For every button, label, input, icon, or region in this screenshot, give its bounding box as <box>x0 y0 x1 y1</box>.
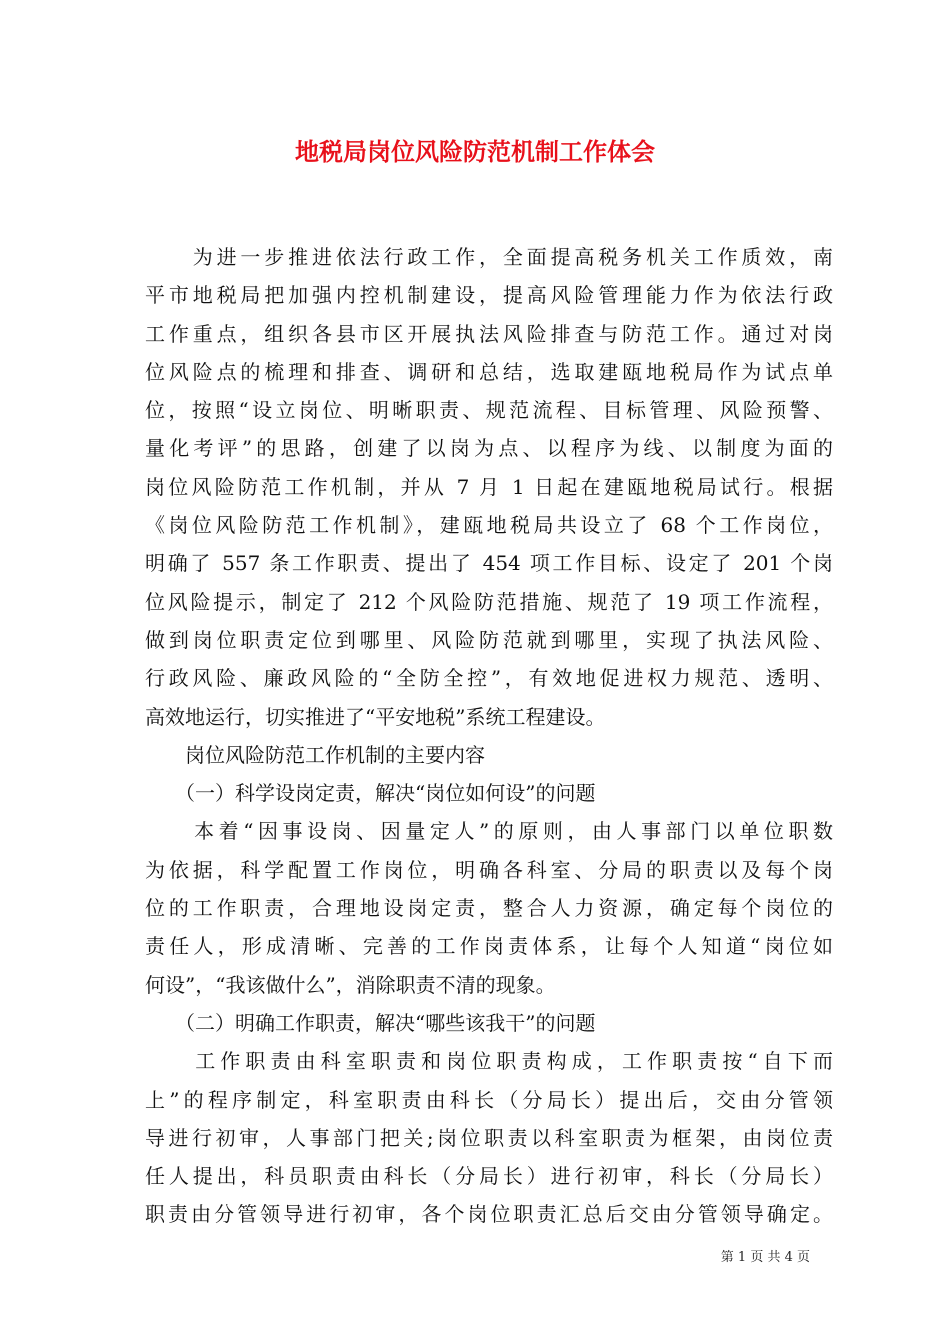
body-line: 平市地税局把加强内控机制建设，提高风险管理能力作为依法行政 <box>145 283 833 308</box>
document-body <box>145 238 833 1234</box>
body-line: 行政风险、廉政风险的“全防全控”，有效地促进权力规范、透明、 <box>145 666 833 691</box>
body-line: 为进一步推进依法行政工作，全面提高税务机关工作质效，南 <box>145 245 833 269</box>
body-line: 《岗位风险防范工作机制》，建瓯地税局共设立了 68 个工作岗位， <box>145 513 833 538</box>
body-line: 为依据，科学配置工作岗位，明确各科室、分局的职责以及每个岗 <box>145 857 833 882</box>
body-line: 高效地运行，切实推进了“平安地税”系统工程建设。 <box>145 704 606 729</box>
body-line: 岗位风险防范工作机制，并从 7 月 1 日起在建瓯地税局试行。根据 <box>145 474 833 499</box>
section-heading: 岗位风险防范工作机制的主要内容 <box>145 742 485 767</box>
body-line: 位风险提示，制定了 212 个风险防范措施、规范了 19 项工作流程， <box>145 589 833 614</box>
document-title: 地税局岗位风险防范机制工作体会 <box>295 137 655 166</box>
body-line: 上”的程序制定，科室职责由科长（分局长）提出后，交由分管领 <box>145 1087 833 1112</box>
body-line: 何设”，“我该做什么”，消除职责不清的现象。 <box>145 972 556 997</box>
body-line: 工作职责由科室职责和岗位职责构成，工作职责按“自下而 <box>145 1049 833 1074</box>
body-line: 职责由分管领导进行初审，各个岗位职责汇总后交由分管领导确定。 <box>145 1202 833 1227</box>
body-line: 本着“因事设岗、因量定人”的原则，由人事部门以单位职数 <box>145 819 833 844</box>
body-line: 导进行初审，人事部门把关;岗位职责以科室职责为框架，由岗位责 <box>145 1125 833 1150</box>
body-line: 明确了 557 条工作职责、提出了 454 项工作目标、设定了 201 个岗 <box>145 551 833 576</box>
body-line: 位，按照“设立岗位、明晰职责、规范流程、目标管理、风险预警、 <box>145 398 833 423</box>
page-number: 第 1 页 共 4 页 <box>720 1250 810 1265</box>
body-line: 责任人，形成清晰、完善的工作岗责体系，让每个人知道“岗位如 <box>145 934 833 959</box>
body-line: 量化考评”的思路，创建了以岗为点、以程序为线、以制度为面的 <box>145 436 833 461</box>
body-line: 做到岗位职责定位到哪里、风险防范就到哪里，实现了执法风险、 <box>145 627 833 652</box>
body-line: 任人提出，科员职责由科长（分局长）进行初审，科长（分局长） <box>145 1164 833 1189</box>
body-line: 位风险点的梳理和排查、调研和总结，选取建瓯地税局作为试点单 <box>145 359 833 384</box>
body-line: 位的工作职责，合理地设岗定责，整合人力资源，确定每个岗位的 <box>145 896 833 921</box>
body-line: 工作重点，组织各县市区开展执法风险排查与防范工作。通过对岗 <box>145 321 833 346</box>
subsection-heading: （一）科学设岗定责，解决“岗位如何设”的问题 <box>145 781 596 806</box>
subsection-heading: （二）明确工作职责，解决“哪些该我干”的问题 <box>145 1010 596 1035</box>
